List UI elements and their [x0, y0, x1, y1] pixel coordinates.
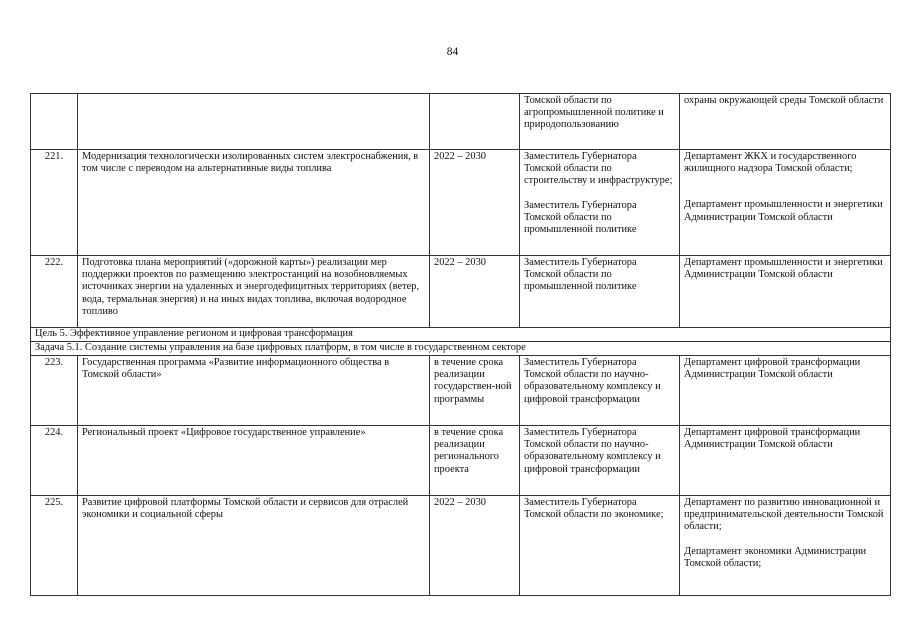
term-text: 2022 – 2030: [430, 256, 520, 328]
executor-cell: [680, 256, 891, 328]
curator-cell: [520, 356, 680, 426]
item-number: 221.: [31, 150, 78, 256]
item-number: [31, 94, 78, 150]
executor-cell: [680, 150, 891, 256]
term-text: 2022 – 2030: [430, 150, 520, 256]
curator-text: Заместитель Губернатора Томской области по научно-образовательному комплексу и цифровой трансформации: [524, 357, 661, 405]
section-row: [31, 328, 891, 342]
curator-cell: [520, 426, 680, 496]
curator-text: Заместитель Губернатора Томской области по строительству и инфраструктуре;: [524, 151, 673, 187]
curator-text: Томской области по агропромышленной политике и природопользованию: [524, 95, 664, 131]
page-number: 84: [446, 46, 459, 58]
measure-text: Государственная программа «Развитие информационного общества в Томской области»: [78, 356, 430, 426]
table-row: [31, 426, 891, 496]
table-row: [31, 496, 891, 596]
curator-text: Заместитель Губернатора Томской области по промышленной политике: [524, 257, 637, 293]
item-number: 222.: [31, 256, 78, 328]
term-text: в течение срока реализации регионального проекта: [430, 426, 520, 496]
measure-text: Развитие цифровой платформы Томской области и сервисов для отраслей экономики и социальной сферы: [78, 496, 430, 596]
executor-text: Департамент промышленности и энергетики Администрации Томской области: [684, 257, 883, 281]
item-number: 224.: [31, 426, 78, 496]
executor-text: Департамент цифровой трансформации Администрации Томской области: [684, 357, 861, 381]
table-row: [31, 150, 891, 256]
table-row: [31, 356, 891, 426]
table-row: [31, 256, 891, 328]
curator-text: Заместитель Губернатора Томской области по научно-образовательному комплексу и цифровой трансформации: [524, 427, 661, 475]
curator-text: Заместитель Губернатора Томской области по экономике;: [524, 497, 664, 521]
term-text: 2022 – 2030: [430, 496, 520, 596]
executor-cell: [680, 356, 891, 426]
measure-text: Региональный проект «Цифровое государственное управление»: [78, 426, 430, 496]
curator-cell: [520, 94, 680, 150]
section-heading: Цель 5. Эффективное управление регионом и цифровая трансформация: [31, 328, 891, 342]
section-row: [31, 342, 891, 356]
executor-cell: [680, 94, 891, 150]
table-row: [31, 94, 891, 150]
curator-cell: [520, 256, 680, 328]
executor-text: Департамент экономики Администрации Томской области;: [684, 545, 867, 569]
curator-text: Заместитель Губернатора Томской области по промышленной политике: [524, 199, 637, 236]
measures-table-body: [31, 94, 891, 596]
item-number: 225.: [31, 496, 78, 596]
executor-text: охраны окружающей среды Томской области: [684, 95, 884, 106]
term-text: [430, 94, 520, 150]
executor-cell: [680, 426, 891, 496]
measure-text: Модернизация технологически изолированных систем электроснабжения, в том числе с переводом на альтернативные виды топлива: [78, 150, 430, 256]
term-text: в течение срока реализации государствен-ной программы: [430, 356, 520, 426]
executor-text: Департамент промышленности и энергетики Администрации Томской области: [684, 199, 883, 223]
measure-text: [78, 94, 430, 150]
executor-text: Департамент ЖКХ и государственного жилищного надзора Томской области;: [684, 151, 857, 175]
section-heading: Задача 5.1. Создание системы управления на базе цифровых платформ, в том числе в государственном секторе: [31, 342, 891, 356]
executor-text: Департамент по развитию инновационной и предпринимательской деятельности Томской области;: [684, 497, 884, 533]
curator-cell: [520, 150, 680, 256]
executor-cell: [680, 496, 891, 596]
measure-text: Подготовка плана мероприятий («дорожной карты») реализации мер поддержки проектов по размещению электростанций на возобновляемых источниках энергии на удаленных и энергодефицитных территориях (ветер, вода, термальная энергия) и на иных видах топлива, включая водородное топливо: [78, 256, 430, 328]
item-number: 223.: [31, 356, 78, 426]
executor-text: Департамент цифровой трансформации Администрации Томской области: [684, 427, 861, 451]
curator-cell: [520, 496, 680, 596]
measures-table: [30, 93, 891, 596]
